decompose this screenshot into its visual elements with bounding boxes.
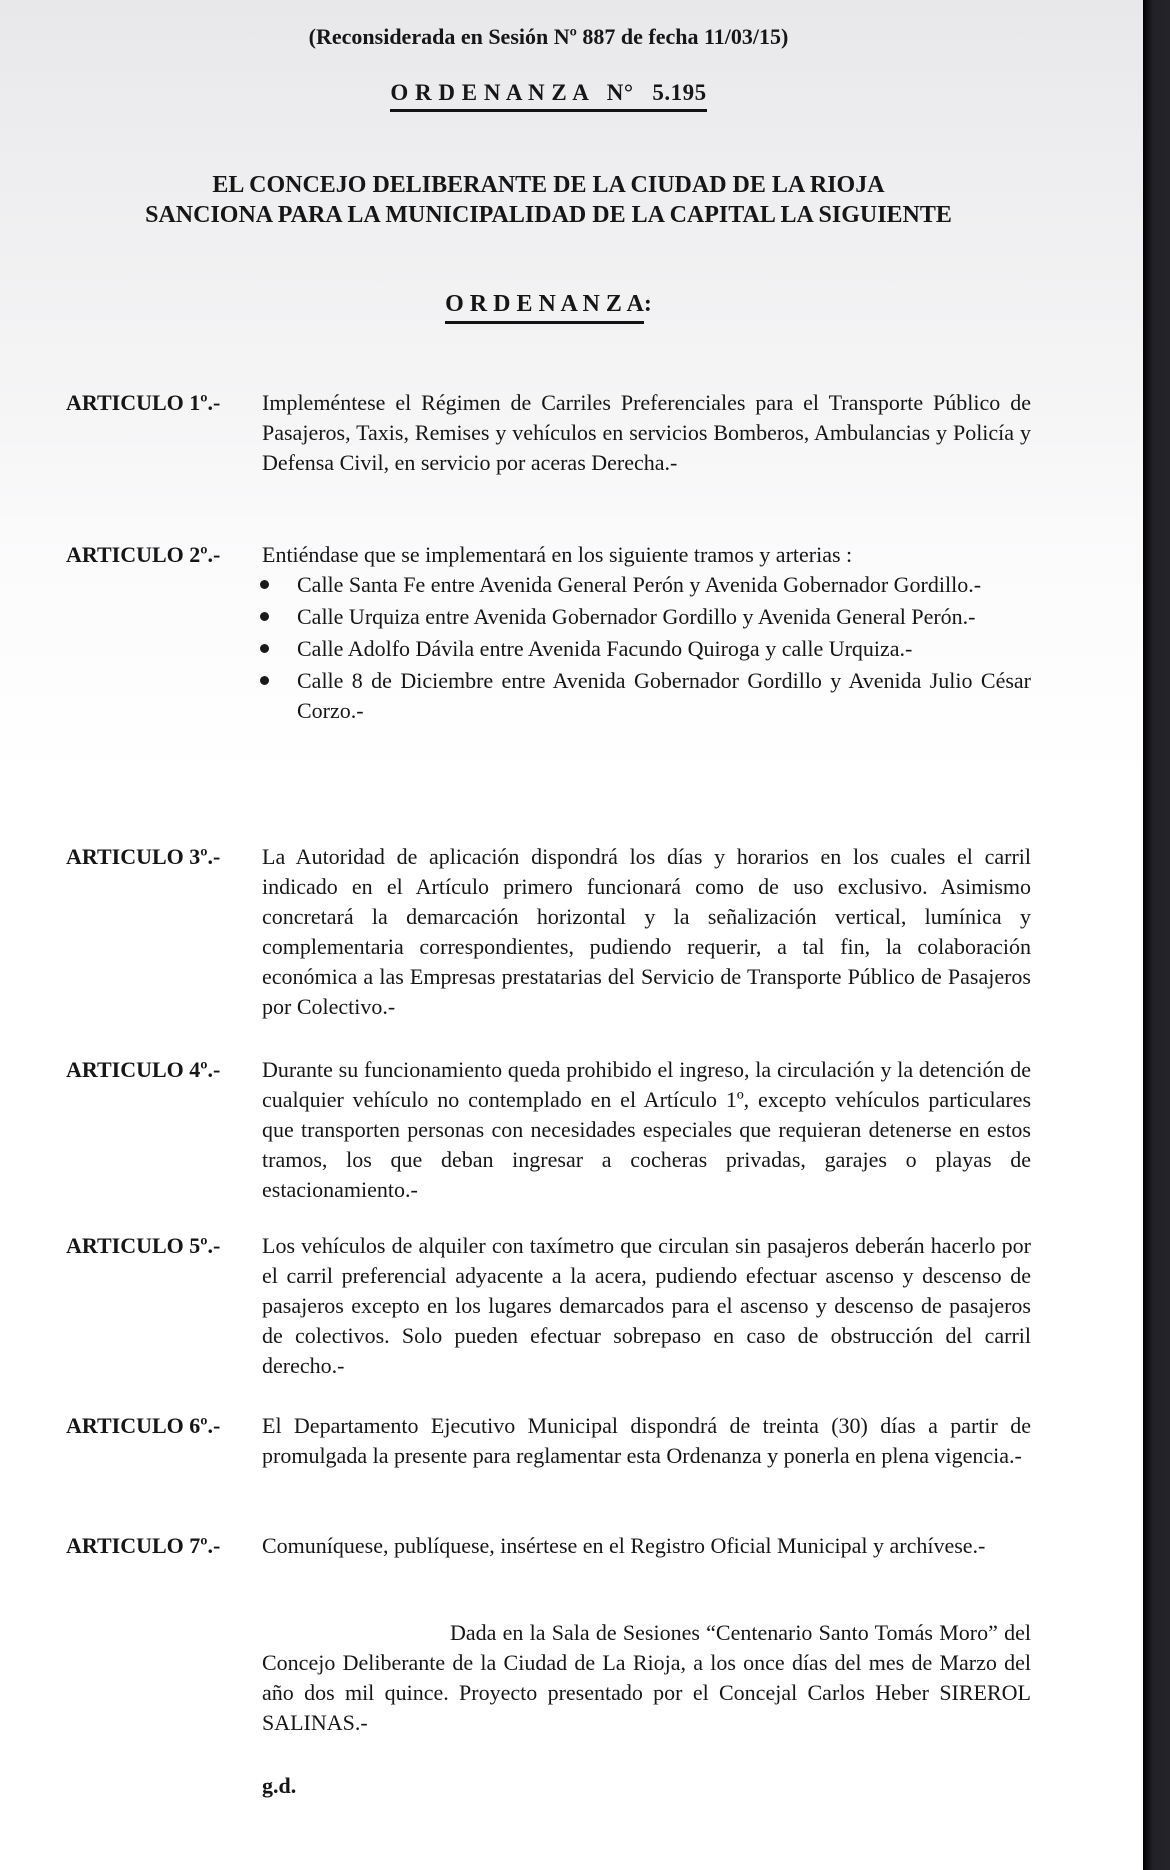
article-1-body: Impleméntese el Régimen de Carriles Preferenciales para el Transporte Público de Pasajeros, Taxis, Remises y vehículos en servicios Bomberos, Ambulancias y Policía y Defensa Civil, en servicio por aceras Derecha.- [262,390,1031,475]
route-item [262,666,1031,726]
article-2 [66,540,1031,816]
article-4-label: ARTICULO 4º.- [66,1057,221,1082]
session-note: (Reconsiderada en Sesión Nº 887 de fecha 11/03/15) [308,24,789,49]
article-1-label: ARTICULO 1º.- [66,390,221,415]
ordinance-number-title: O R D E N A N Z A N° 5.195 [390,78,706,112]
bullet-icon [260,676,269,685]
bullet-icon [260,644,269,653]
article-6-body: El Departamento Ejecutivo Municipal dispondrá de treinta (30) días a partir de promulgada la presente para reglamentar esta Ordenanza y ponerla en plena vigencia.- [262,1413,1031,1468]
route-item [262,634,1031,664]
article-5-label: ARTICULO 5º.- [66,1233,221,1258]
bullet-icon [260,612,269,621]
route-item-text: Calle Santa Fe entre Avenida General Perón y Avenida Gobernador Gordillo.- [297,572,982,597]
closing-paragraph: Dada en la Sala de Sesiones “Centenario Santo Tomás Moro” del Concejo Deliberante de la Ciudad de La Rioja, a los once días del mes de Marzo del año dos mil quince. Proyecto presentado por el Concejal Carlos Heber SIREROL SALINAS.- [262,1620,1031,1735]
document-content [66,0,1031,1801]
article-7 [66,1531,1031,1591]
article-2-body [262,540,1031,816]
article-4 [66,1055,1031,1205]
article-6-label: ARTICULO 6º.- [66,1413,221,1438]
bullet-icon [260,580,269,589]
article-4-body: Durante su funcionamiento queda prohibido el ingreso, la circulación y la detención de cualquier vehículo no contemplado en el Artículo 1º, excepto vehículos particulares que transporten personas con necesidades especiales que requieran detenerse en estos tramos, los que deban ingresar a cocheras privadas, garajes o playas de estacionamiento.- [262,1057,1031,1202]
route-item [262,602,1031,632]
route-list [262,570,1031,726]
section-heading-wrap [66,288,1031,324]
article-5-body: Los vehículos de alquiler con taxímetro que circulan sin pasajeros deberán hacerlo por el carril preferencial adyacente a la acera, pudiendo efectuar ascenso y descenso de pasajeros excepto en los lugares demarcados para el ascenso y descenso de pasajeros de colectivos. Solo pueden efectuar sobrepaso en caso de obstrucción del carril derecho.- [262,1233,1031,1378]
route-item-text: Calle Adolfo Dávila entre Avenida Facundo Quiroga y calle Urquiza.- [297,636,913,661]
article-5 [66,1231,1031,1381]
ordinance-title-wrap [66,78,1031,112]
council-heading-line1: EL CONCEJO DELIBERANTE DE LA CIUDAD DE LA RIOJA [212,172,885,198]
route-item [262,570,1031,600]
council-heading-line2: SANCIONA PARA LA MUNICIPALIDAD DE LA CAPITAL LA SIGUIENTE [145,202,952,228]
article-6 [66,1411,1031,1501]
article-3 [66,842,1031,1022]
article-7-label: ARTICULO 7º.- [66,1533,221,1558]
route-item-text: Calle 8 de Diciembre entre Avenida Gobernador Gordillo y Avenida Julio César Corzo.- [297,668,1031,723]
article-2-intro: Entiéndase que se implementará en los siguiente tramos y arterias : [262,542,853,567]
article-3-body: La Autoridad de aplicación dispondrá los días y horarios en los cuales el carril indicado en el Artículo primero funcionará como de uso exclusivo. Asimismo concretará la demarcación horizontal y la señalización vertical, lumínica y complementaria correspondientes, pudiendo requerir, a tal fin, la colaboración económica a las Empresas prestatarias del Servicio de Transporte Público de Pasajeros por Colectivo.- [262,844,1031,1019]
route-item-text: Calle Urquiza entre Avenida Gobernador Gordillo y Avenida General Perón.- [297,604,976,629]
section-heading-colon: : [643,291,652,317]
article-2-label: ARTICULO 2º.- [66,542,221,567]
article-3-label: ARTICULO 3º.- [66,844,221,869]
council-heading [66,170,1031,230]
scan-dark-edge [1143,0,1170,1870]
section-heading: O R D E N A N Z A [445,288,644,324]
article-7-body: Comuníquese, publíquese, insértese en el Registro Oficial Municipal y archívese.- [262,1533,986,1558]
clerk-initials: g.d. [262,1773,297,1798]
article-1 [66,388,1031,508]
